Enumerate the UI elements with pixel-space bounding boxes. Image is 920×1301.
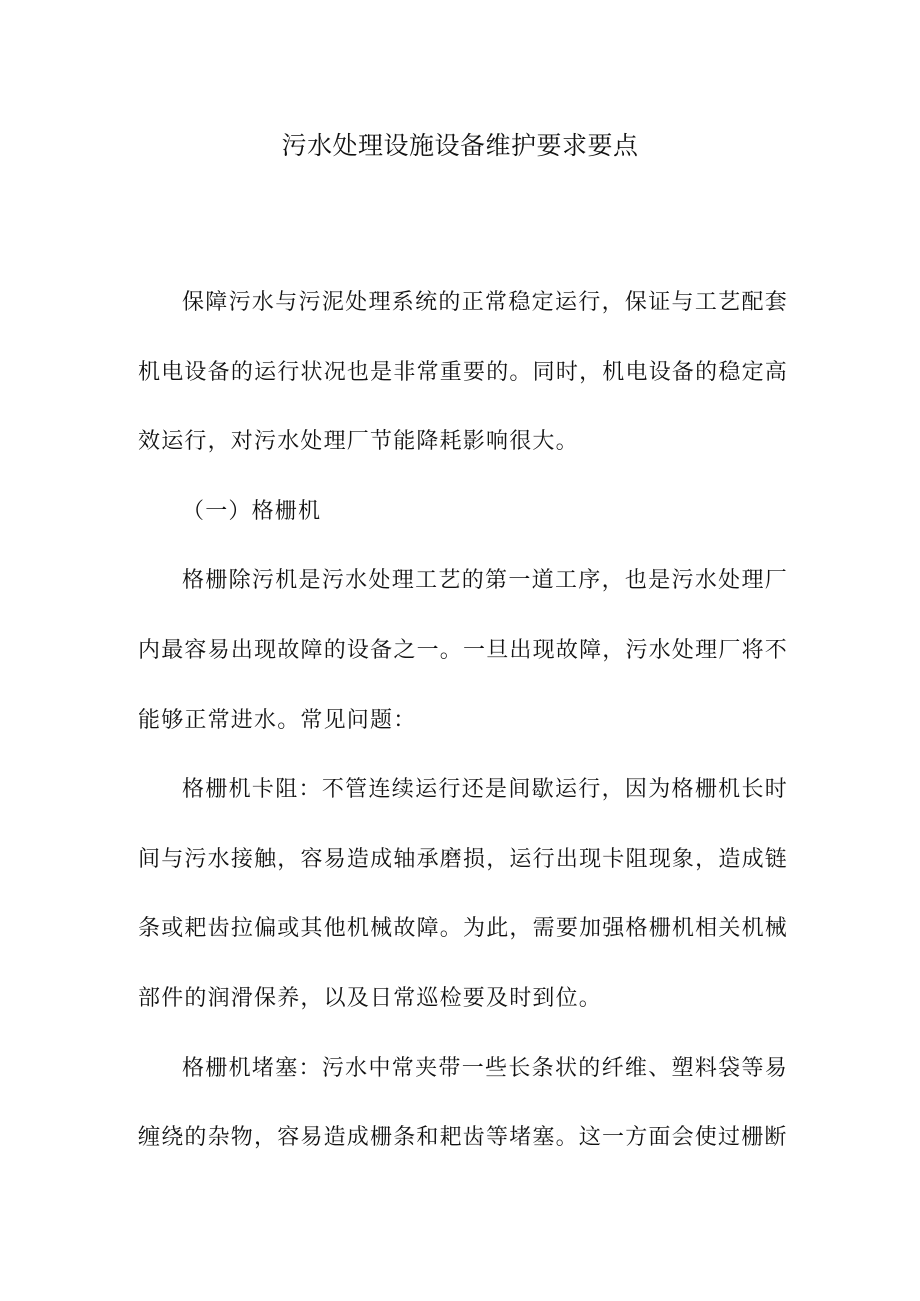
document-body <box>138 268 788 1173</box>
paragraph-grille-jamming: 格栅机卡阻：不管连续运行还是间歇运行，因为格栅机长时间与污水接触，容易造成轴承磨损，运行出现卡阻现象，造成链条或耙齿拉偏或其他机械故障。为此，需要加强格栅机相关机械部件的润滑保养，以及日常巡检要及时到位。 <box>138 777 788 1011</box>
paragraph-grille-overview: 格栅除污机是污水处理工艺的第一道工序，也是污水处理厂内最容易出现故障的设备之一。一旦出现故障，污水处理厂将不能够正常进水。常见问题： <box>138 568 788 733</box>
paragraph-grille-blockage: 格栅机堵塞：污水中常夹带一些长条状的纤维、塑料袋等易缠绕的杂物，容易造成栅条和耙齿等堵塞。这一方面会使过栅断 <box>138 1055 788 1151</box>
section-heading-grille: （一）格栅机 <box>182 498 322 524</box>
document-title: 污水处理设施设备维护要求要点 <box>281 131 639 160</box>
paragraph-intro: 保障污水与污泥处理系统的正常稳定运行，保证与工艺配套机电设备的运行状况也是非常重要的。同时，机电设备的稳定高效运行，对污水处理厂节能降耗影响很大。 <box>138 290 788 455</box>
